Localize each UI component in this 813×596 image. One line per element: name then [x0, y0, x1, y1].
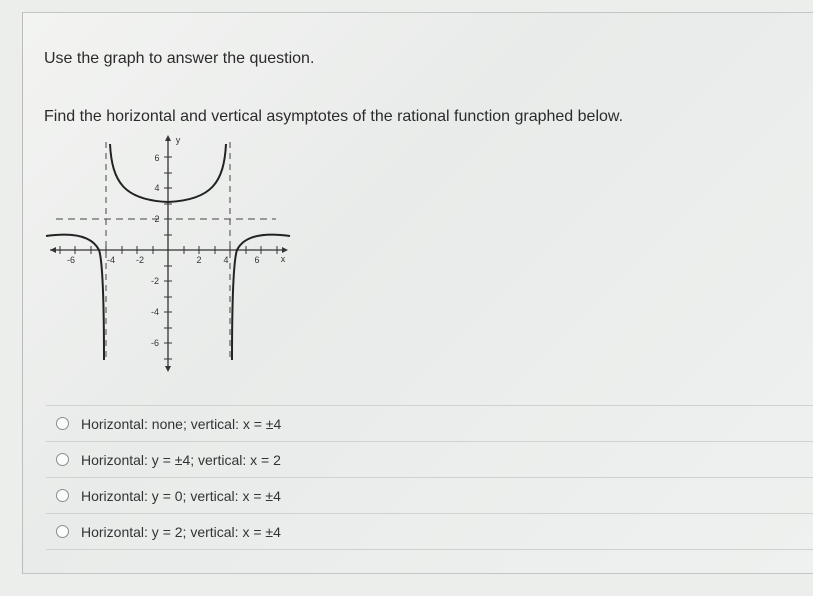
- option-label: Horizontal: none; vertical: x = ±4: [81, 415, 282, 432]
- answer-option[interactable]: [46, 441, 813, 477]
- x-tick-label: -2: [135, 255, 145, 265]
- x-tick-label: 2: [196, 255, 202, 265]
- answer-option[interactable]: [46, 405, 813, 441]
- x-tick-label: -6: [66, 255, 76, 265]
- y-axis-label: y: [175, 135, 181, 145]
- x-tick-label: -4: [106, 255, 116, 265]
- radio-button[interactable]: [56, 417, 69, 430]
- x-tick-label: 6: [254, 255, 260, 265]
- question-text: Find the horizontal and vertical asymptotes of the rational function graphed below.: [44, 108, 624, 125]
- y-tick-label: 2: [154, 214, 160, 224]
- y-tick-label: -6: [150, 338, 160, 348]
- y-tick-label: -4: [150, 307, 160, 317]
- radio-button[interactable]: [56, 525, 69, 538]
- x-axis-label: x: [280, 254, 286, 264]
- answer-options: [46, 405, 813, 550]
- y-tick-label: -2: [150, 276, 160, 286]
- answer-option[interactable]: [46, 477, 813, 513]
- option-label: Horizontal: y = ±4; vertical: x = 2: [81, 451, 281, 468]
- instruction-text: Use the graph to answer the question.: [44, 50, 315, 67]
- y-tick-label: 6: [154, 153, 160, 163]
- rational-function-graph: [44, 132, 294, 377]
- option-label: Horizontal: y = 2; vertical: x = ±4: [81, 523, 281, 540]
- radio-button[interactable]: [56, 489, 69, 502]
- radio-button[interactable]: [56, 453, 69, 466]
- option-label: Horizontal: y = 0; vertical: x = ±4: [81, 487, 281, 504]
- y-tick-label: 4: [154, 183, 160, 193]
- x-tick-label: 4: [223, 255, 229, 265]
- answer-option[interactable]: [46, 513, 813, 550]
